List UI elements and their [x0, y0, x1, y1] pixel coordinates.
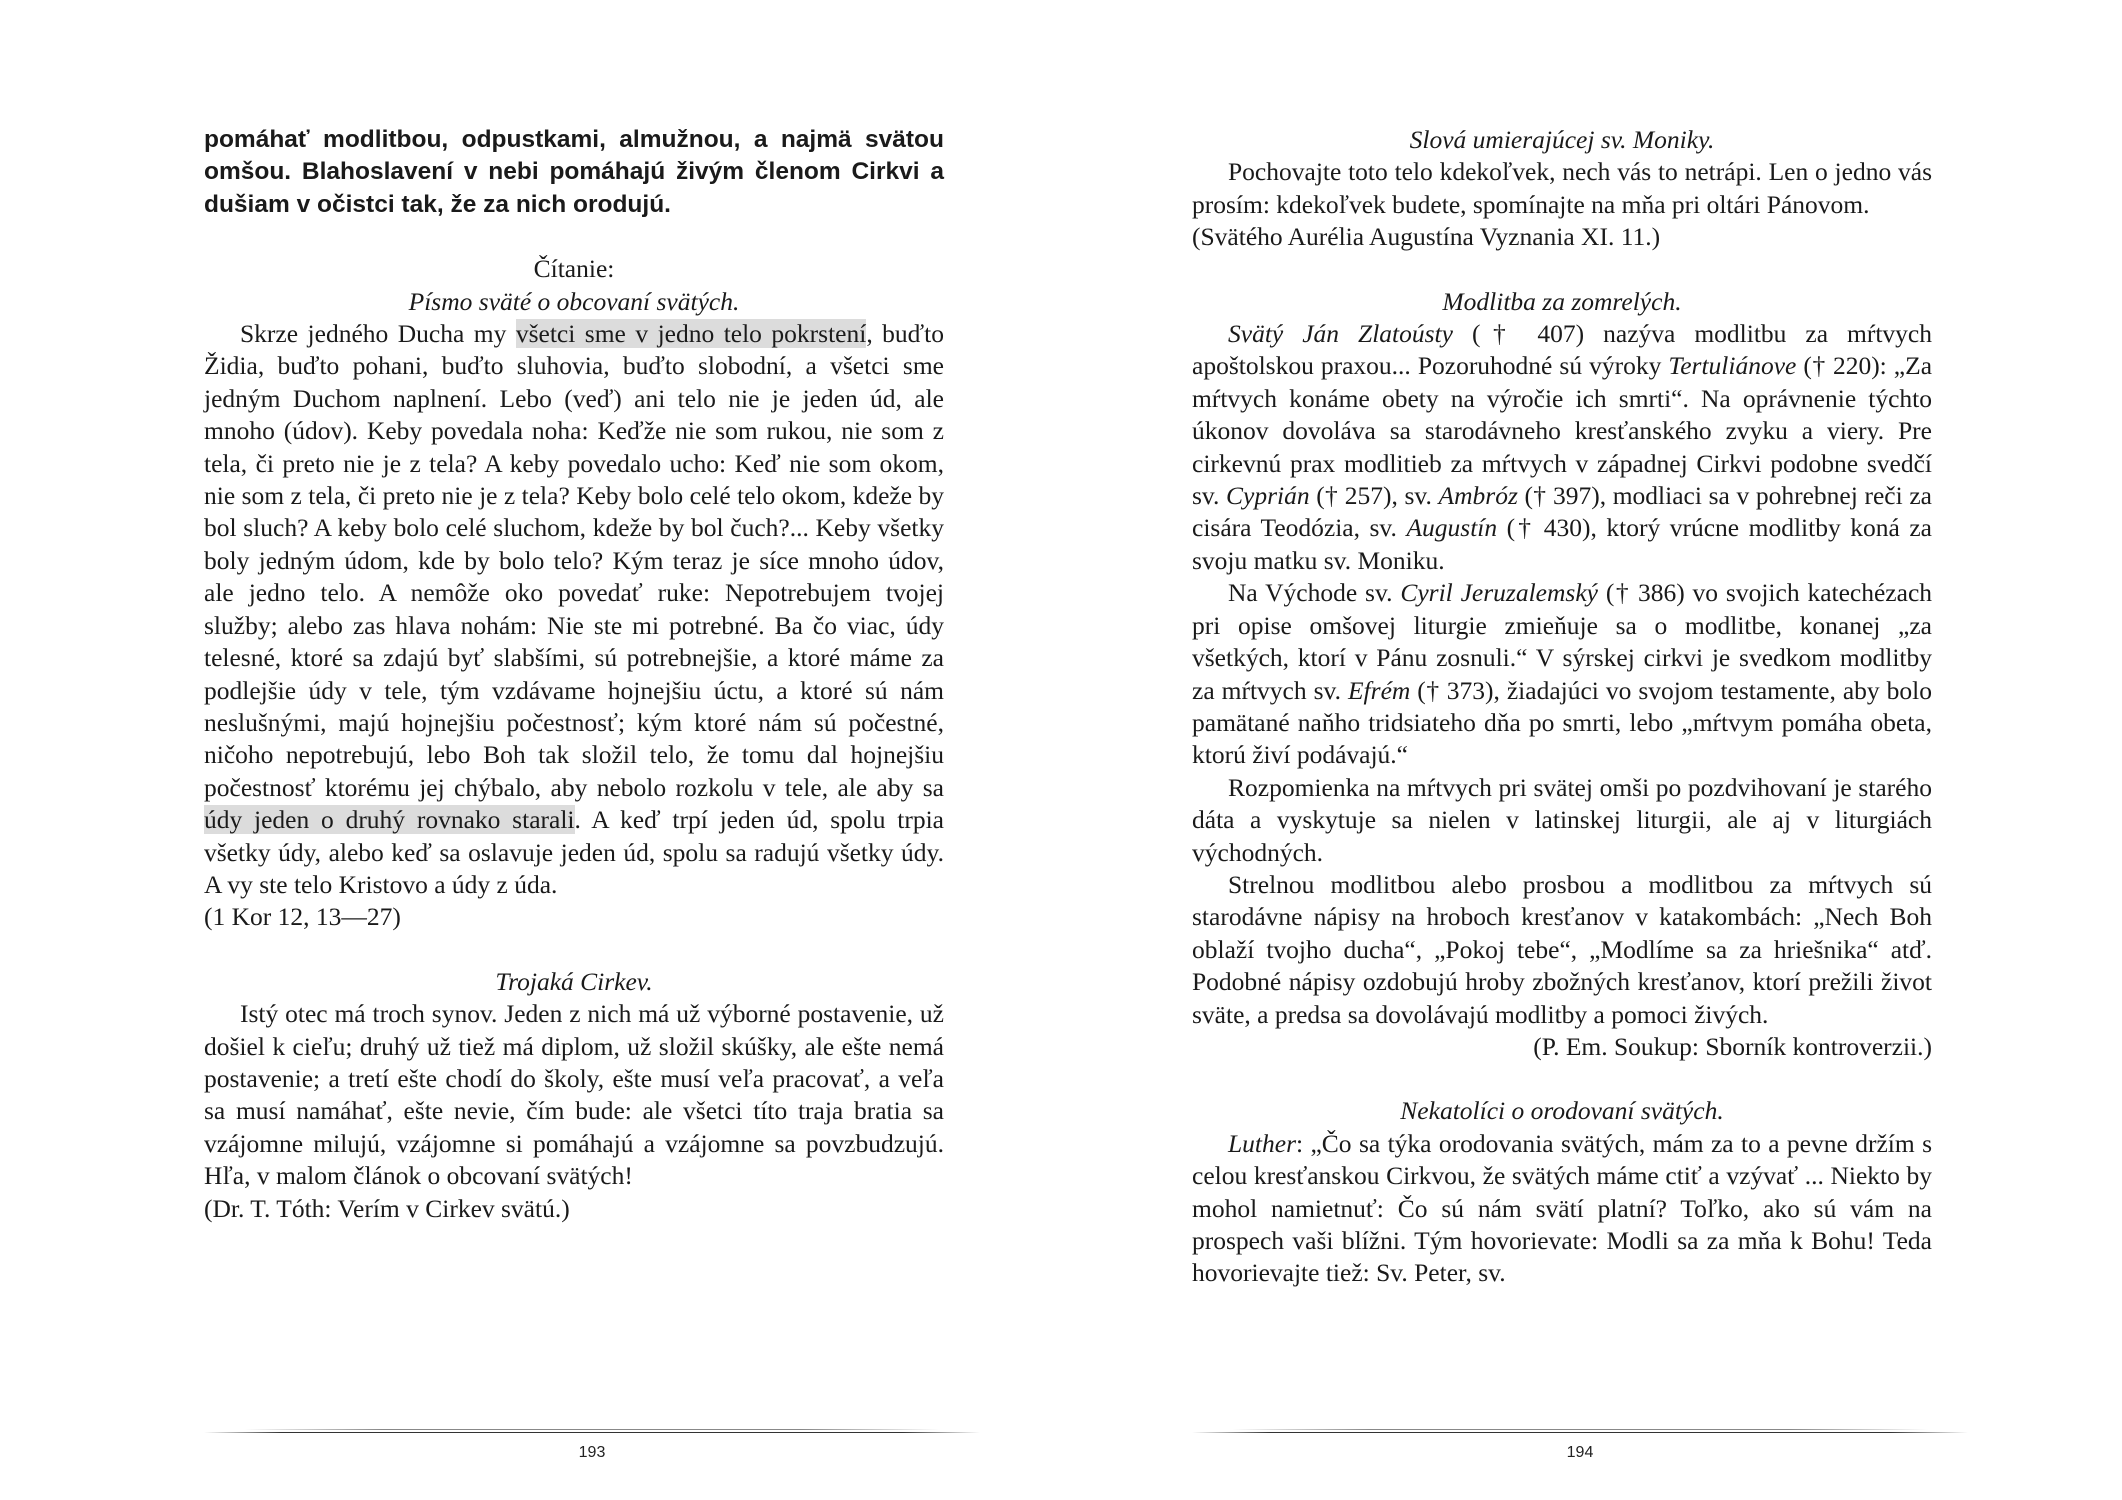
reading-reference: (1 Kor 12, 13—27)	[204, 902, 401, 932]
reading-text-part: . A keď trpí jeden úd, spolu trpia všetky údy, alebo keď sa oslavuje jeden úd, spolu sa radujú všetky údy. A vy ste telo Kristovo a údy z úda.	[204, 805, 945, 899]
section-paragraph: Istý otec má troch synov. Jeden z nich má už výborné postavenie, už došiel k cieľu; druhý už tiež má diplom, už složil skúšky, ale ešte nemá postavenie; a tretí ešte chodí do školy, ešte musí veľa pracovať, a veľa sa musí namáhať, ešte nevie, čím bude: ale všetci títo traja bratia sa vzájomne milujú, vzájomne si pomáhajú a vzájomne sa povzbudzujú. Hľa, v malom článok o obcovaní svätých!	[204, 999, 944, 1191]
section-paragraph: Pochovajte toto telo kdekoľvek, nech vás to netrápi. Len o jedno vás prosím: kdekoľvek budete, spomínajte na mňa pri oltári Pánovom.	[1192, 157, 1932, 219]
highlighted-text: všetci sme v jedno telo pokrstení	[515, 319, 867, 349]
text-part: († 397), modliaci sa v pohrebnej reči za cisára Teodózia, sv.	[1192, 481, 1932, 543]
text-part: († 220): „Za mŕtvych konáme obety na výročie ich smrti“. Na oprávnenie týchto úkonov dovoláva sa starodávneho kresťanského zvyku a viery. Pre cirkevnú prax modlitieb za mŕtvych v západnej Cirkvi podobne svedčí sv.	[1192, 351, 1933, 511]
person-name: Luther	[1228, 1128, 1297, 1158]
text-part: († 373), žiadajúci vo svojom testamente, aby bolo pamätané naňho tridsiateho dňa po smrti, lebo „mŕtvym pomáha obeta, ktorú živí podávajú.“	[1192, 675, 1932, 770]
reading-text-part: , buďto Židia, buďto pohani, buďto sluhovia, buďto slobodní, a všetci sme jedným Duchom naplnení. Lebo (veď) ani telo nie je jeden úd, ale mnoho (údov). Keby povedala noha: Keďže nie som rukou, nie som z tela, či preto nie je z tela? A keby povedalo ucho: Keď nie som okom, nie som z tela, či preto nie je z tela? Keby bolo celé telo okom, kdeže by bol sluch? A keby bolo celé sluchom, kdeže by bol čuch?... Keby všetky boly jedným údom, kde by bolo telo? Kým teraz je síce mnoho údov, ale jedno telo. A nemôže oko povedať ruke: Nepotrebujem tvojej služby; alebo zas hlava nohám: Nie ste mi potrebné. Ba čo viac, údy telesné, ktoré sa zdajú byť slabšími, sú potrebnejšie, a ktoré máme za podlejšie údy v tele, tým vzdávame hojnejšiu úctu, a ktoré sú nám neslušnými, majú hojnejšiu počestnosť; kým ktoré nám sú počestné, ničoho nepotrebujú, lebo Boh tak složil telo, že tomu dal hojnejšiu počestnosť ktorému jej chýbalo, aby nebolo rozkolu v tele, ale aby sa	[204, 319, 944, 802]
person-name: Efrém	[1347, 675, 1411, 705]
person-name: Ambróz	[1438, 481, 1518, 511]
highlighted-text: údy jeden o druhý rovnako starali	[204, 805, 575, 835]
footer-divider	[244, 1429, 940, 1430]
page-number: 194	[1566, 1444, 1594, 1461]
section-paragraph	[1192, 1128, 1932, 1290]
reading-paragraph	[204, 318, 944, 901]
text-part: († 386) vo svojich katechézach pri opise omšovej liturgie zmieňuje sa o modlitbe, konanej „za všetkých, ktorí v Pánu zosnuli.“ V sýrskej cirkvi je svedkom modlitby za mŕtvych sv.	[1192, 578, 1933, 705]
person-name: Augustín	[1406, 513, 1498, 543]
section-source: (Dr. T. Tóth: Verím v Cirkev svätú.)	[204, 1193, 570, 1223]
page-number: 193	[578, 1444, 606, 1461]
section-title: Trojaká Cirkev.	[495, 966, 653, 996]
doctrine-summary: pomáhať modlitbou, odpustkami, almužnou, a najmä svätou omšou. Blahoslavení v nebi pomáhajú živým členom Cirkvi a dušiam v očistci tak, že za nich orodujú.	[204, 126, 944, 218]
right-page	[1192, 0, 1932, 1500]
text-part: († 407) nazýva modlitbu za mŕtvych apoštolskou praxou... Pozoruhodné sú výroky	[1192, 319, 1932, 381]
person-name: Tertuliánove	[1668, 351, 1797, 381]
person-name: Cyril Jeruzalemský	[1400, 578, 1598, 608]
right-page-text	[1192, 124, 1932, 1290]
footer-divider	[1232, 1429, 1928, 1430]
text-part: : „Čo sa týka orodovania svätých, mám za to a pevne držím s celou kresťanskou Cirkvou, že svätých máme ctiť a vzývať ... Niekto by mohol namietnuť: Čo sú nám svätí platní? Toľko, ako sú vám na prospech vaši blížni. Tým hovorievate: Modli sa za mňa k Bohu! Teda hovorievajte tiež: Sv. Peter, sv.	[1192, 1128, 1932, 1288]
footer-divider	[1192, 1432, 1968, 1433]
reading-text-part: Skrze jedného Ducha my	[240, 319, 516, 349]
section-paragraph: Strelnou modlitbou alebo prosbou a modlitbou za mŕtvych sú starodávne nápisy na hroboch kresťanov v katakombách: „Nech Boh oblaží tvojho ducha“, „Pokoj tebe“, „Modlíme sa za hriešnika“ atď. Podobné nápisy ozdobujú hroby zbožných kresťanov, ktorí prežili život sväte, a predsa sa dovolávajú modlitby a pomoci živých.	[1192, 869, 1932, 1029]
footer-divider	[204, 1432, 980, 1433]
person-name: Cyprián	[1226, 481, 1310, 511]
section-title: Nekatolíci o orodovaní svätých.	[1400, 1096, 1724, 1126]
left-page	[204, 0, 944, 1500]
section-title: Slová umierajúcej sv. Moniky.	[1409, 125, 1715, 154]
text-part: († 430), ktorý vrúcne modlitby koná za svoju matku sv. Moniku.	[1192, 513, 1932, 575]
reading-title: Písmo sväté o obcovaní svätých.	[408, 286, 740, 316]
section-source: (Svätého Aurélia Augustína Vyznania XI. 11.)	[1192, 222, 1661, 252]
text-part: († 257), sv.	[1309, 481, 1439, 511]
section-title: Modlitba za zomrelých.	[1442, 286, 1682, 316]
section-paragraph	[1192, 318, 1932, 577]
left-page-text	[204, 124, 944, 1225]
section-source: (P. Em. Soukup: Sborník kontroverzii.)	[1533, 1031, 1932, 1061]
text-part: Na Východe sv.	[1228, 578, 1401, 608]
person-name: Svätý Ján Zlatoústy	[1228, 319, 1453, 349]
section-paragraph	[1192, 577, 1932, 771]
reading-label: Čítanie:	[533, 254, 615, 284]
section-paragraph: Rozpomienka na mŕtvych pri svätej omši po pozdvihovaní je starého dáta a vyskytuje sa nielen v latinskej liturgii, ale aj v liturgiách východných.	[1192, 772, 1932, 867]
